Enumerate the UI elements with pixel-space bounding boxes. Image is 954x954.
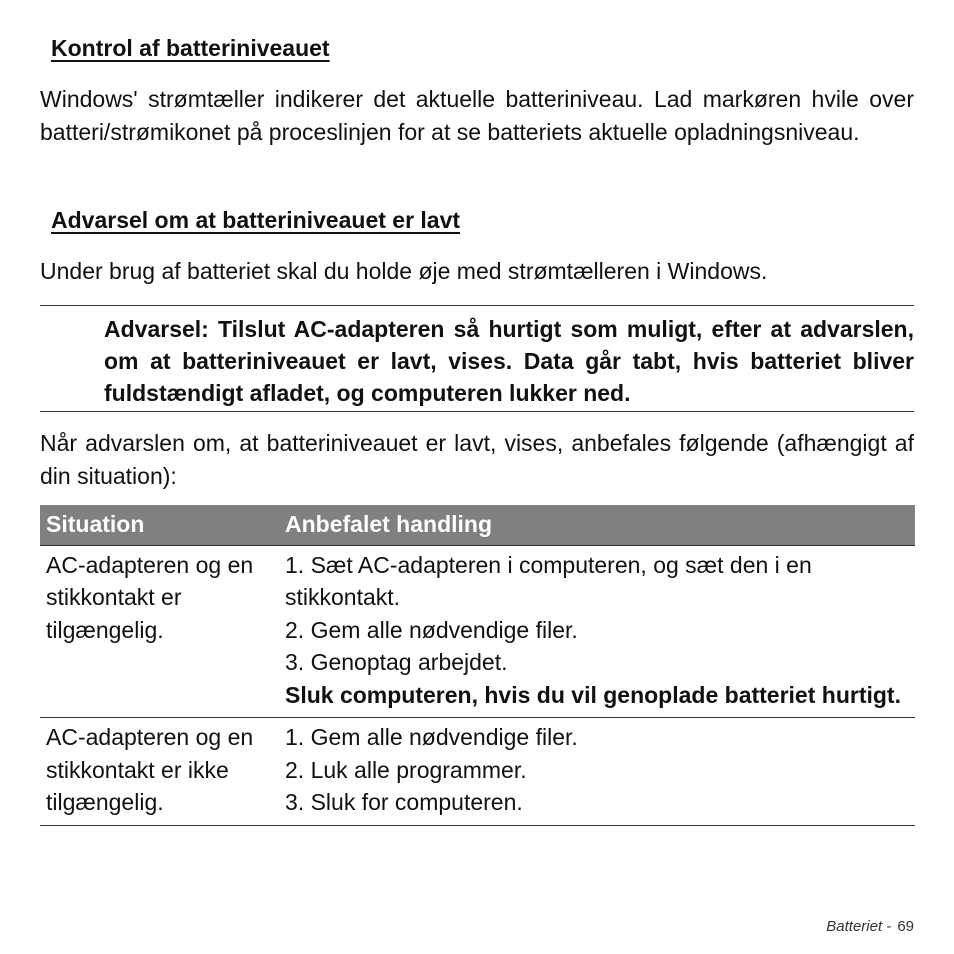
- table-row: [40, 718, 915, 826]
- action-step: 1. Gem alle nødvendige filer.: [285, 724, 578, 750]
- warning-note: Advarsel: Tilslut AC-adapteren så hurtigt som muligt, efter at advarslen, om at batteriniveauet er lavt, vises. Data går tabt, hvis batteriet bliver fuldstændigt afladet, og computeren lukker ned.: [104, 316, 914, 406]
- action-step: 3. Genoptag arbejdet.: [285, 649, 508, 675]
- action-cell: [279, 718, 915, 826]
- column-header-action: Anbefalet handling: [279, 505, 915, 545]
- action-step: 2. Luk alle programmer.: [285, 756, 527, 783]
- action-step: 2. Gem alle nødvendige filer.: [285, 616, 578, 643]
- footer-section-label: Batteriet -: [826, 918, 892, 935]
- battery-level-paragraph: Windows' strømtæller indikerer det aktuelle batteriniveau. Lad markøren hvile over batteri/strømikonet på proceslinjen for at se batteriets aktuelle opladningsniveau.: [40, 86, 914, 145]
- column-header-situation: Situation: [40, 505, 279, 545]
- action-note: Sluk computeren, hvis du vil genoplade batteriet hurtigt.: [285, 681, 901, 708]
- recommendation-table: [40, 505, 915, 826]
- table-row: [40, 545, 915, 718]
- table-header-row: [40, 505, 915, 545]
- low-battery-paragraph: Under brug af batteriet skal du holde øje med strømtælleren i Windows.: [40, 258, 768, 284]
- situation-cell: AC-adapteren og en stikkontakt er tilgængelig.: [40, 545, 279, 718]
- action-step: 1. Sæt AC-adapteren i computeren, og sæt den i en stikkontakt.: [285, 551, 812, 610]
- section-heading-low-battery-warning: Advarsel om at batteriniveauet er lavt: [51, 207, 461, 233]
- page-number: 69: [897, 918, 914, 935]
- action-cell: [279, 545, 915, 718]
- page-footer: [826, 918, 914, 935]
- warning-bottom-rule: [40, 411, 914, 412]
- action-step: 3. Sluk for computeren.: [285, 789, 523, 815]
- situation-cell: AC-adapteren og en stikkontakt er ikke tilgængelig.: [40, 718, 279, 826]
- recommendation-intro-paragraph: Når advarslen om, at batteriniveauet er lavt, vises, anbefales følgende (afhængigt af din situation):: [40, 430, 914, 489]
- section-heading-battery-level: Kontrol af batteriniveauet: [51, 35, 330, 61]
- warning-top-rule: [40, 305, 914, 306]
